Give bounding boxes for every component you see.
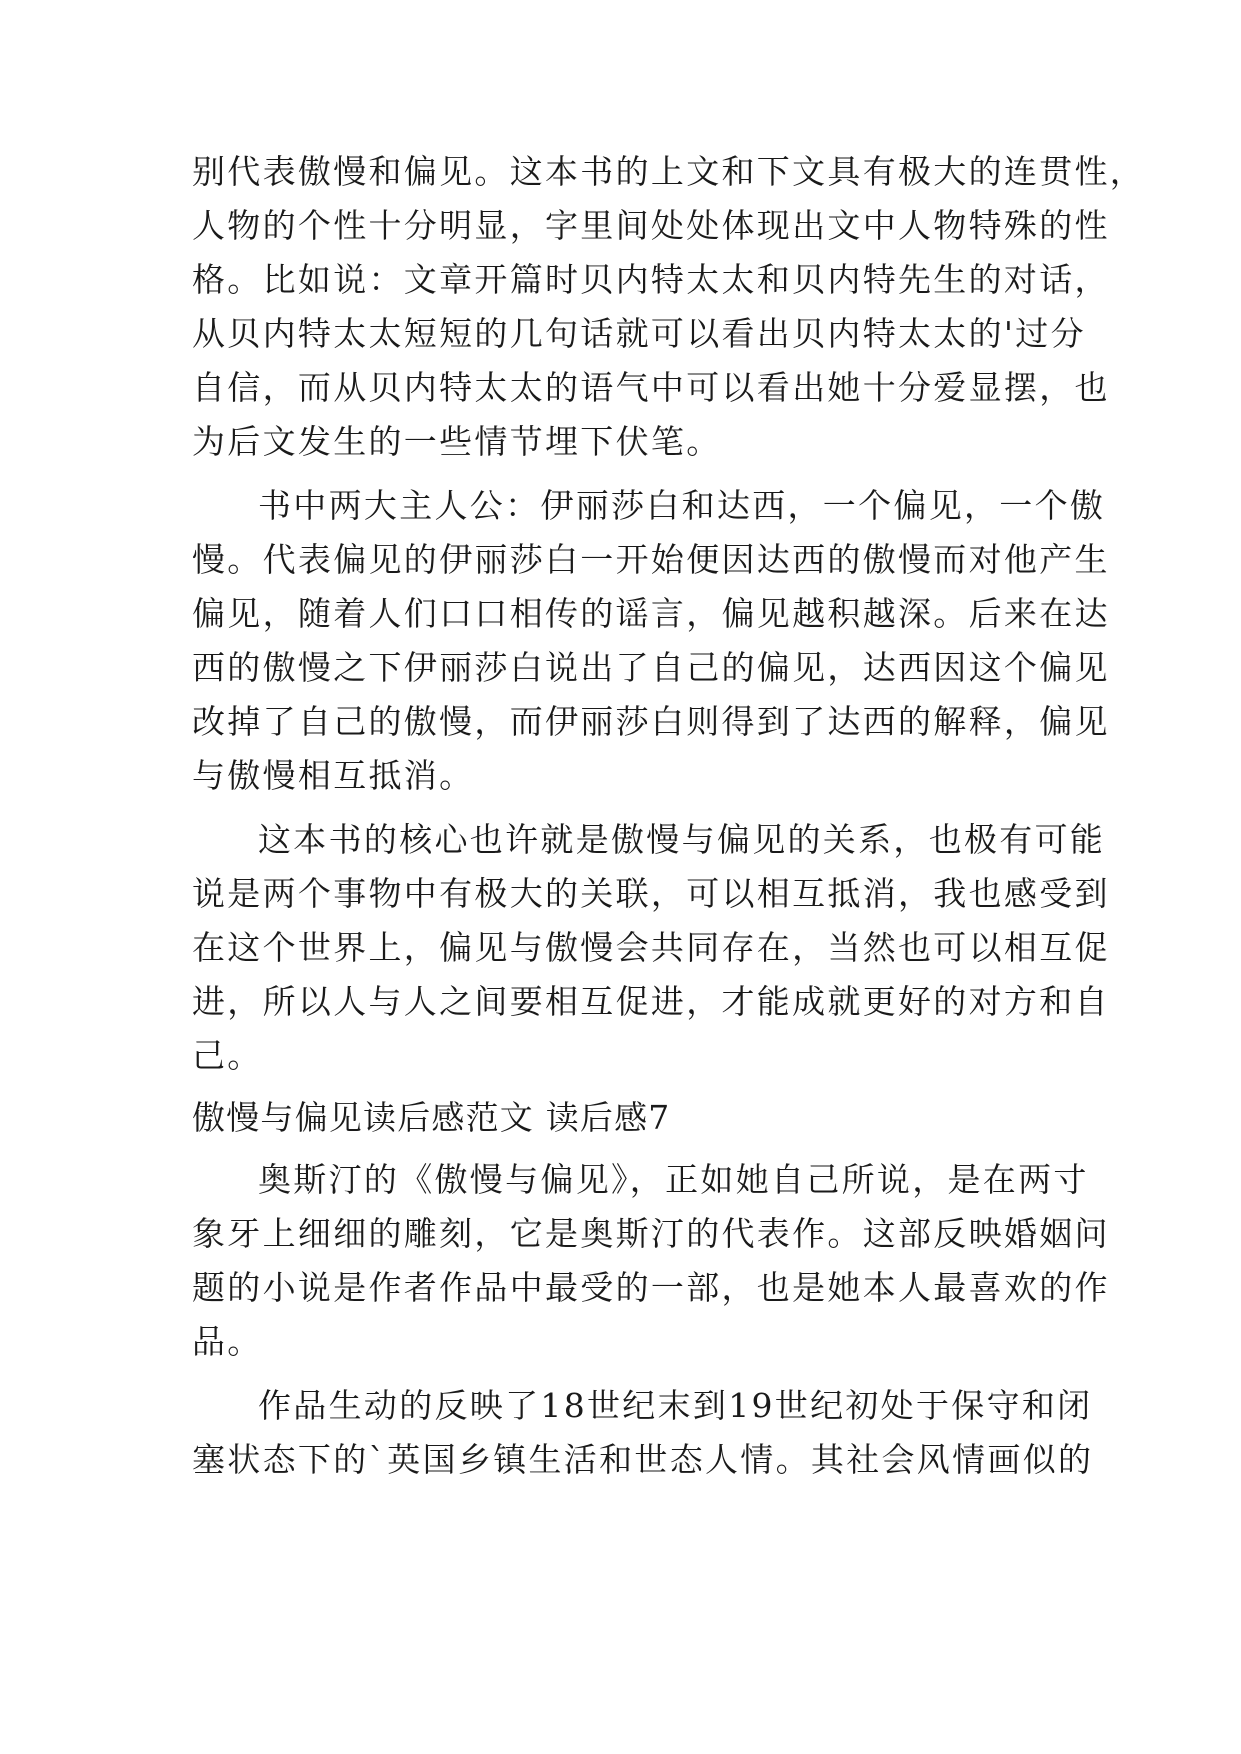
paragraph-4-line-3: 题的小说是作者作品中最受的一部，也是她本人最喜欢的作 (192, 1268, 1110, 1307)
paragraph-3-line-4: 进，所以人与人之间要相互促进，才能成就更好的对方和自 (192, 982, 1110, 1021)
paragraph-2-line-3: 偏见，随着人们口口相传的谣言，偏见越积越深。后来在达 (192, 594, 1110, 633)
paragraph-4-line-1: 奥斯汀的《傲慢与偏见》，正如她自己所说，是在两寸 (258, 1160, 1089, 1199)
paragraph-5-line-1: 作品生动的反映了18世纪末到19世纪初处于保守和闭 (258, 1386, 1093, 1425)
paragraph-2-line-1: 书中两大主人公：伊丽莎白和达西，一个偏见，一个傲 (258, 486, 1106, 525)
section-heading: 傲慢与偏见读后感范文 读后感7 (192, 1098, 671, 1137)
paragraph-1-line-5: 自信，而从贝内特太太的语气中可以看出她十分爱显摆，也 (192, 368, 1110, 407)
paragraph-2-line-4: 西的傲慢之下伊丽莎白说出了自己的偏见，达西因这个偏见 (192, 648, 1110, 687)
paragraph-4-line-2: 象牙上细细的雕刻，它是奥斯汀的代表作。这部反映婚姻问 (192, 1214, 1110, 1253)
paragraph-5-line-2: 塞状态下的`英国乡镇生活和世态人情。其社会风情画似的 (192, 1440, 1094, 1479)
paragraph-3-line-3: 在这个世界上，偏见与傲慢会共同存在，当然也可以相互促 (192, 928, 1110, 967)
paragraph-2-line-6: 与傲慢相互抵消。 (192, 756, 475, 795)
paragraph-1-line-6: 为后文发生的一些情节埋下伏笔。 (192, 422, 722, 461)
paragraph-3-line-5: 己。 (192, 1036, 263, 1075)
paragraph-2-line-5: 改掉了自己的傲慢，而伊丽莎白则得到了达西的解释，偏见 (192, 702, 1110, 741)
paragraph-1-line-3: 格。比如说：文章开篇时贝内特太太和贝内特先生的对话， (192, 260, 1110, 299)
paragraph-3-line-2: 说是两个事物中有极大的关联，可以相互抵消，我也感受到 (192, 874, 1110, 913)
paragraph-2-line-2: 慢。代表偏见的伊丽莎白一开始便因达西的傲慢而对他产生 (192, 540, 1110, 579)
paragraph-1-line-1: 别代表傲慢和偏见。这本书的上文和下文具有极大的连贯性， (192, 152, 1146, 191)
paragraph-1-line-2: 人物的个性十分明显，字里间处处体现出文中人物特殊的性 (192, 206, 1110, 245)
paragraph-3-line-1: 这本书的核心也许就是傲慢与偏见的关系，也极有可能 (258, 820, 1106, 859)
paragraph-1-line-4: 从贝内特太太短短的几句话就可以看出贝内特太太的'过分 (192, 314, 1086, 353)
paragraph-4-line-4: 品。 (192, 1322, 263, 1361)
